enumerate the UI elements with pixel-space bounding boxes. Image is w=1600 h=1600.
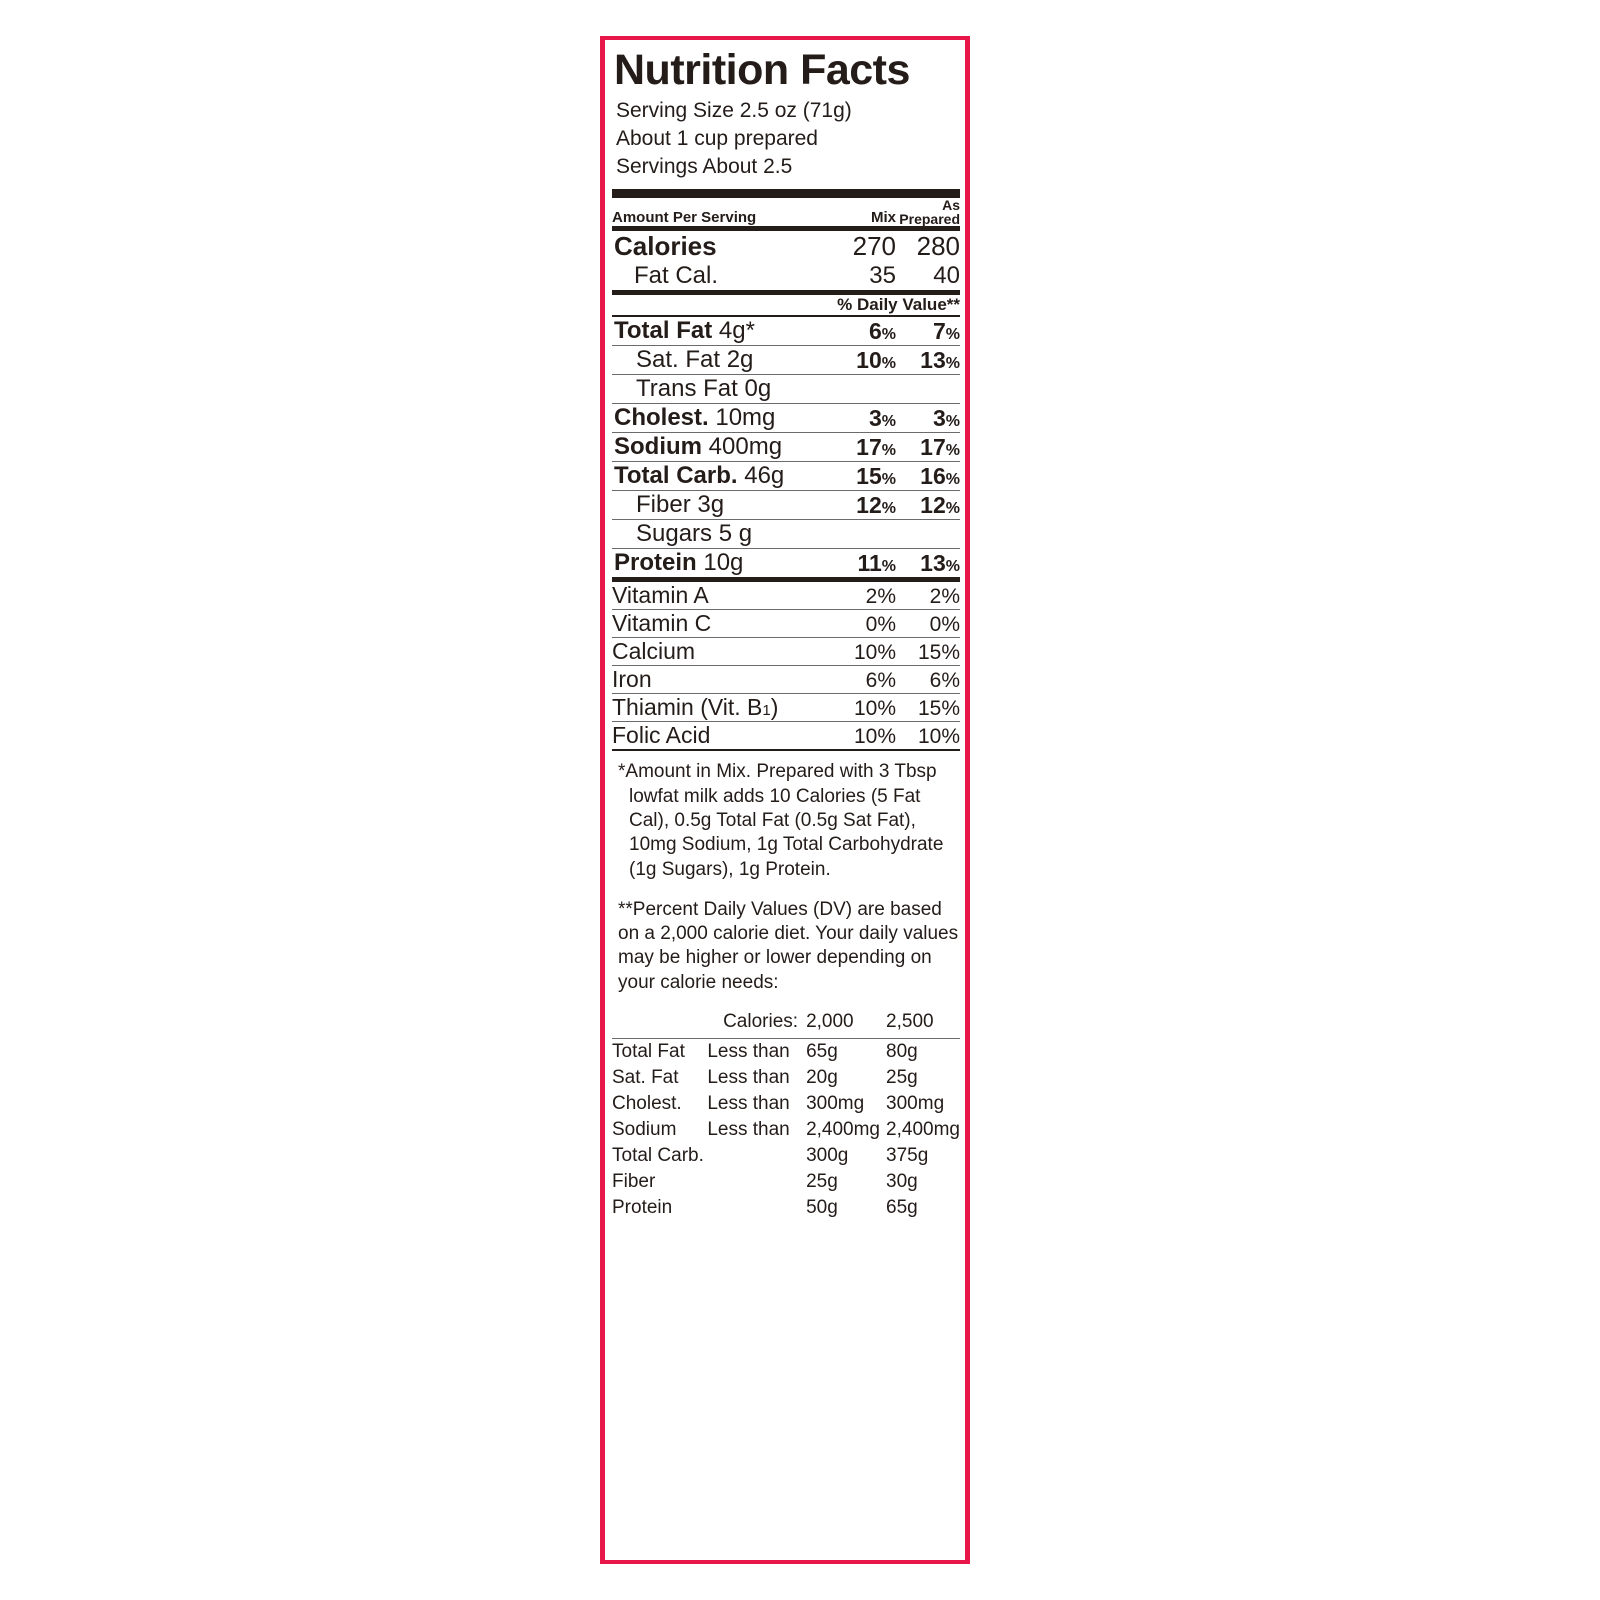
dv-table-row xyxy=(612,1117,960,1143)
as-prepared-line1: As xyxy=(942,197,960,214)
vitamin-dv-prepared: 2% xyxy=(929,585,960,609)
nutrient-name: Total Carb. 46g xyxy=(614,462,785,490)
table-row-fat-calories xyxy=(612,262,960,290)
vitamin-dv-prepared: 15% xyxy=(917,697,960,721)
vitamin-name: Iron xyxy=(612,666,652,693)
nutrient-dv-mix: 15% xyxy=(856,463,896,490)
footnote-double-asterisk-text: **Percent Daily Values (DV) are based on a 2,000 calorie diet. Your daily values may be higher or lower depending on your calorie needs: xyxy=(618,898,959,993)
vitamin-name: Calcium xyxy=(612,638,696,665)
vitamin-dv-mix: 2% xyxy=(865,585,896,609)
vitamin-name: Vitamin A xyxy=(612,582,709,609)
vitamin-dv-mix: 10% xyxy=(853,641,896,665)
nutrient-name: Sugars 5 g xyxy=(636,520,753,548)
dv-table-row xyxy=(612,1169,960,1195)
vitamin-dv-prepared: 6% xyxy=(929,669,960,693)
table-row-nutrient xyxy=(612,317,960,346)
dv-row-2500: 375g xyxy=(886,1145,929,1167)
calories-table xyxy=(612,231,960,290)
fat-calories-label: Fat Cal. xyxy=(634,262,719,290)
vitamin-dv-prepared: 15% xyxy=(917,641,960,665)
dv-table-row xyxy=(612,1091,960,1117)
daily-value-header: % Daily Value** xyxy=(837,295,960,315)
dv-row-2000: 2,400mg xyxy=(806,1119,881,1141)
footnote-double-asterisk xyxy=(612,882,960,995)
nutrient-dv-mix xyxy=(832,520,896,549)
nutrient-name: Fiber 3g xyxy=(636,491,725,519)
dv-row-name: Total Fat xyxy=(612,1041,685,1063)
nutrient-dv-mix: 10% xyxy=(856,347,896,374)
table-row-nutrient xyxy=(612,404,960,433)
dv-table-header-row xyxy=(612,1009,960,1039)
dv-row-name: Cholest. xyxy=(612,1093,682,1115)
table-header-row xyxy=(612,198,960,226)
dv-row-2000: 25g xyxy=(806,1171,838,1193)
table-row-nutrient xyxy=(612,549,960,578)
table-row-nutrient xyxy=(612,346,960,375)
table-row-vitamin xyxy=(612,638,960,666)
nutrient-name: Trans Fat 0g xyxy=(636,375,772,403)
table-row-vitamin xyxy=(612,694,960,722)
nutrient-name: Protein 10g xyxy=(614,549,744,577)
dv-row-qualifier xyxy=(707,1143,806,1169)
vitamin-dv-mix: 10% xyxy=(853,697,896,721)
vitamin-dv-mix: 10% xyxy=(853,725,896,749)
daily-value-header-table xyxy=(612,295,960,315)
table-row-vitamin xyxy=(612,582,960,610)
dv-row-2500: 2,400mg xyxy=(886,1119,960,1141)
calories-label: Calories xyxy=(614,231,717,262)
table-row-nutrient xyxy=(612,491,960,520)
dv-table-row xyxy=(612,1065,960,1091)
nutrient-dv-mix: 3% xyxy=(868,405,896,432)
nutrient-dv-prepared xyxy=(896,375,960,404)
dv-table-row xyxy=(612,1195,960,1221)
table-row-vitamin xyxy=(612,722,960,750)
dv-row-qualifier xyxy=(707,1195,806,1221)
nutrient-name: Cholest. 10mg xyxy=(614,404,776,432)
daily-value-header-row xyxy=(612,295,960,315)
footnote-asterisk-text: *Amount in Mix. Prepared with 3 Tbsp lowfat milk adds 10 Calories (5 Fat Cal), 0.5g Total Fat (0.5g Sat Fat), 10mg Sodium, 1g Total Carbohydrate (1g Sugars), 1g Protein. xyxy=(618,761,944,880)
nutrient-name: Sodium 400mg xyxy=(614,433,783,461)
dv-row-qualifier: Less than xyxy=(707,1093,790,1115)
nutrient-dv-mix: 11% xyxy=(857,550,896,577)
dv-row-name: Fiber xyxy=(612,1171,656,1193)
dv-header-blank xyxy=(612,1009,707,1039)
dv-header-2000: 2,000 xyxy=(806,1011,854,1033)
dv-header-2500: 2,500 xyxy=(886,1011,934,1033)
vitamin-dv-prepared: 0% xyxy=(929,613,960,637)
footnote-asterisk xyxy=(612,751,960,882)
column-header-mix: Mix xyxy=(870,209,896,227)
table-row-nutrient xyxy=(612,520,960,549)
page-title: Nutrition Facts xyxy=(614,46,910,94)
divider-thick-top xyxy=(612,189,960,198)
serving-size: Serving Size 2.5 oz (71g) xyxy=(616,99,852,123)
serving-description: About 1 cup prepared xyxy=(616,126,818,150)
nutrient-dv-prepared: 17% xyxy=(920,434,960,461)
dv-row-2500: 65g xyxy=(886,1197,918,1219)
dv-row-2000: 65g xyxy=(806,1041,838,1063)
nutrition-main-table xyxy=(612,198,960,226)
nutrient-dv-prepared: 12% xyxy=(920,492,960,519)
dv-row-2500: 30g xyxy=(886,1171,918,1193)
nutrient-name: Sat. Fat 2g xyxy=(636,346,754,374)
dv-row-qualifier: Less than xyxy=(707,1119,790,1141)
dv-row-2500: 80g xyxy=(886,1041,918,1063)
servings-per-container: Servings About 2.5 xyxy=(616,154,793,178)
dv-row-2000: 300mg xyxy=(806,1093,865,1115)
nutrient-dv-mix: 17% xyxy=(856,434,896,461)
vitamin-name: Thiamin (Vit. B1) xyxy=(612,694,779,721)
as-prepared-line2: Prepared xyxy=(899,211,960,228)
dv-row-name: Protein xyxy=(612,1197,673,1219)
nutrient-dv-mix xyxy=(832,375,896,404)
fat-calories-mix: 35 xyxy=(869,262,896,290)
calories-prepared: 280 xyxy=(916,231,960,262)
calories-mix: 270 xyxy=(852,231,896,262)
nutrition-facts-label xyxy=(612,48,960,1221)
daily-values-reference-table xyxy=(612,1009,960,1221)
dv-row-name: Sodium xyxy=(612,1119,677,1141)
dv-table-row xyxy=(612,1143,960,1169)
dv-header-calories: Calories: xyxy=(723,1011,799,1033)
table-row-vitamin xyxy=(612,666,960,694)
table-row-nutrient xyxy=(612,375,960,404)
nutrient-dv-prepared xyxy=(896,520,960,549)
nutrient-dv-prepared: 13% xyxy=(920,347,960,374)
vitamins-table xyxy=(612,582,960,749)
dv-row-2000: 300g xyxy=(806,1145,849,1167)
dv-row-2500: 300mg xyxy=(886,1093,945,1115)
dv-row-name: Sat. Fat xyxy=(612,1067,679,1089)
nutrient-dv-prepared: 16% xyxy=(920,463,960,490)
nutrient-dv-mix: 12% xyxy=(856,492,896,519)
dv-table-row xyxy=(612,1039,960,1066)
amount-per-serving-label: Amount Per Serving xyxy=(612,209,757,227)
vitamin-dv-mix: 6% xyxy=(865,669,896,693)
dv-row-name: Total Carb. xyxy=(612,1145,704,1167)
nutrient-dv-mix: 6% xyxy=(868,318,896,345)
table-row-nutrient xyxy=(612,462,960,491)
dv-row-2000: 50g xyxy=(806,1197,838,1219)
fat-calories-prepared: 40 xyxy=(933,262,960,290)
nutrient-dv-prepared: 3% xyxy=(932,405,960,432)
vitamin-dv-prepared: 10% xyxy=(917,725,960,749)
vitamin-dv-mix: 0% xyxy=(865,613,896,637)
nutrients-table xyxy=(612,317,960,577)
dv-row-qualifier: Less than xyxy=(707,1041,790,1063)
vitamin-name: Folic Acid xyxy=(612,722,711,749)
dv-row-qualifier: Less than xyxy=(707,1067,790,1089)
vitamin-name: Vitamin C xyxy=(612,610,712,637)
nutrient-name: Total Fat 4g* xyxy=(614,317,755,345)
dv-row-2000: 20g xyxy=(806,1067,838,1089)
table-row-nutrient xyxy=(612,433,960,462)
nutrient-dv-prepared: 7% xyxy=(932,318,960,345)
column-header-as-prepared xyxy=(896,198,960,226)
table-row-vitamin xyxy=(612,610,960,638)
table-row-calories xyxy=(612,231,960,262)
dv-row-qualifier xyxy=(707,1169,806,1195)
dv-row-2500: 25g xyxy=(886,1067,918,1089)
nutrient-dv-prepared: 13% xyxy=(920,550,960,577)
